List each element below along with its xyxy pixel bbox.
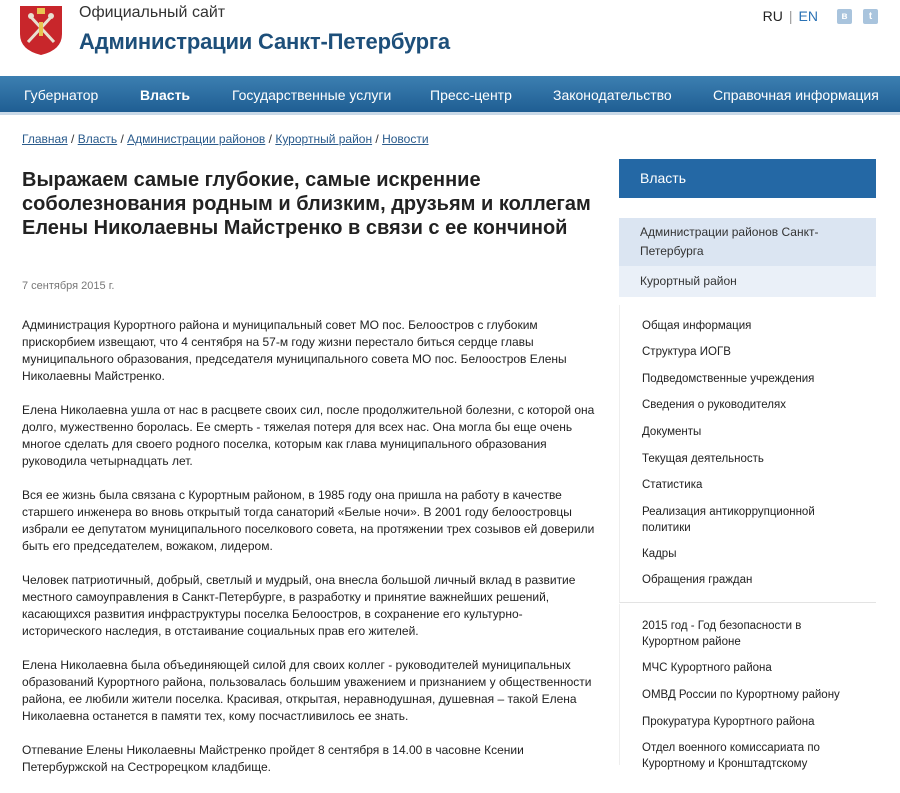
breadcrumb-news[interactable]: Новости: [382, 132, 429, 146]
site-title[interactable]: Администрации Санкт-Петербурга: [79, 29, 450, 54]
twitter-icon[interactable]: t: [863, 9, 878, 24]
lang-separator: |: [788, 8, 793, 24]
breadcrumb-district-admins[interactable]: Администрации районов: [127, 132, 266, 146]
sidebar-item-anticorruption[interactable]: Реализация антикоррупционной политики: [642, 506, 815, 534]
sidebar-item-activity[interactable]: Текущая деятельность: [642, 453, 764, 465]
breadcrumb-separator: /: [117, 132, 128, 146]
breadcrumb: [22, 132, 429, 146]
site-header: [0, 0, 900, 76]
breadcrumb-home[interactable]: Главная: [22, 132, 68, 146]
nav-item-press[interactable]: Пресс-центр: [430, 87, 512, 103]
nav-item-services[interactable]: Государственные услуги: [232, 87, 392, 103]
article-paragraph: Вся ее жизнь была связана с Курортным районом, в 1985 году она пришла на работу в качестве старшего инженера во вновь открытый тогда санаторий «Белые ночи». В 2001 году белоостровцы избрали ее депутатом муниципального поселкового совета, на протяжении трех созывов ей доверили быть его председателем, вожаком, лидером.: [22, 488, 595, 553]
sidebar-item-subordinate[interactable]: Подведомственные учреждения: [642, 373, 815, 385]
sidebar-item-staff[interactable]: Кадры: [642, 548, 677, 560]
article-paragraph: Елена Николаевна ушла от нас в расцвете своих сил, после продолжительной болезни, с которой она долго, мужественно боролась. Ее смерть - тяжелая потеря для всех нас. Она могла бы еще очень многое сделать для своего родного поселка, которым как глава муниципального образования руководила четырнадцать лет.: [22, 403, 595, 468]
article-paragraph: Человек патриотичный, добрый, светлый и мудрый, она внесла большой личный вклад в развитие местного самоуправления в Санкт-Петербурге, в разработку и принятие важнейших решений, касающихся развития инфраструктуры поселка Белоостров, в сохранение его культурно-исторического наследия, в отстаивание социальных прав его жителей.: [22, 573, 576, 638]
sidebar-item-appeals[interactable]: Обращения граждан: [642, 574, 753, 586]
article-body: [22, 317, 602, 793]
lang-ru[interactable]: RU: [762, 8, 783, 24]
nav-item-legislation[interactable]: Законодательство: [553, 87, 672, 103]
sidebar-link-military[interactable]: Отдел военного комиссариата по Курортному и Кронштадтскому: [642, 742, 820, 770]
nav-item-authority[interactable]: Власть: [140, 87, 191, 103]
breadcrumb-resort-district[interactable]: Курортный район: [275, 132, 373, 146]
sidebar-menu: [619, 305, 876, 603]
vk-icon[interactable]: в: [837, 9, 852, 24]
sidebar-link-safety-year[interactable]: 2015 год - Год безопасности в Курортном районе: [642, 620, 802, 648]
sidebar-item-general-info[interactable]: Общая информация: [642, 320, 752, 332]
sidebar-item-structure[interactable]: Структура ИОГВ: [642, 346, 731, 358]
site-subtitle: Официальный сайт: [79, 4, 226, 21]
coat-of-arms-logo[interactable]: [18, 4, 64, 56]
lang-en[interactable]: EN: [798, 8, 818, 24]
language-switcher: [763, 8, 878, 24]
breadcrumb-separator: /: [372, 132, 383, 146]
article-paragraph: Елена Николаевна была объединяющей силой для своих коллег - руководителей муниципальных образований Курортного района, пользовалась большим уважением и признанием у общественности района, ее любили жители поселка. Красивая, открытая, неравнодушная, душевная – такой Елена Николаевна останется в памяти тех, кому посчастливилось ее знать.: [22, 658, 592, 723]
nav-item-reference[interactable]: Справочная информация: [713, 87, 879, 103]
sidebar-link-prosecutor[interactable]: Прокуратура Курортного района: [642, 716, 815, 728]
article-paragraph: Администрация Курортного района и муниципальный совет МО пос. Белоостров с глубоким прискорбием извещают, что 4 сентября на 57-м году жизни перестало биться сердце главы муниципального образования, председателя муниципального совета МО пос. Белоостров Елены Николаевны Майстренко.: [22, 318, 567, 383]
sidebar-item-resort-district[interactable]: Курортный район: [619, 266, 876, 297]
breadcrumb-authority[interactable]: Власть: [77, 132, 118, 146]
sidebar-item-documents[interactable]: Документы: [642, 426, 702, 438]
nav-item-governor[interactable]: Губернатор: [24, 87, 99, 103]
sidebar-item-leaders[interactable]: Сведения о руководителях: [642, 399, 786, 411]
article-date: 7 сентября 2015 г.: [22, 280, 115, 292]
main-nav: [0, 76, 900, 115]
sidebar-link-omvd[interactable]: ОМВД России по Курортному району: [642, 689, 840, 701]
breadcrumb-separator: /: [67, 132, 78, 146]
sidebar-links: [619, 604, 876, 770]
article-paragraph: Отпевание Елены Николаевны Майстренко пройдет 8 сентября в 14.00 в часовне Ксении Петербуржской на Сестрорецком кладбище.: [22, 743, 524, 774]
article-title: Выражаем самые глубокие, самые искренние соболезнования родным и близким, друзьям и коллегам Елены Николаевны Майстренко в связи с ее кончиной: [22, 169, 591, 239]
sidebar-link-mchs[interactable]: МЧС Курортного района: [642, 662, 772, 674]
sidebar-item-statistics[interactable]: Статистика: [642, 479, 703, 491]
sidebar-item-district-admins[interactable]: Администрации районов Санкт-Петербурга: [619, 218, 876, 266]
sidebar-heading[interactable]: Власть: [619, 159, 876, 198]
breadcrumb-separator: /: [265, 132, 276, 146]
